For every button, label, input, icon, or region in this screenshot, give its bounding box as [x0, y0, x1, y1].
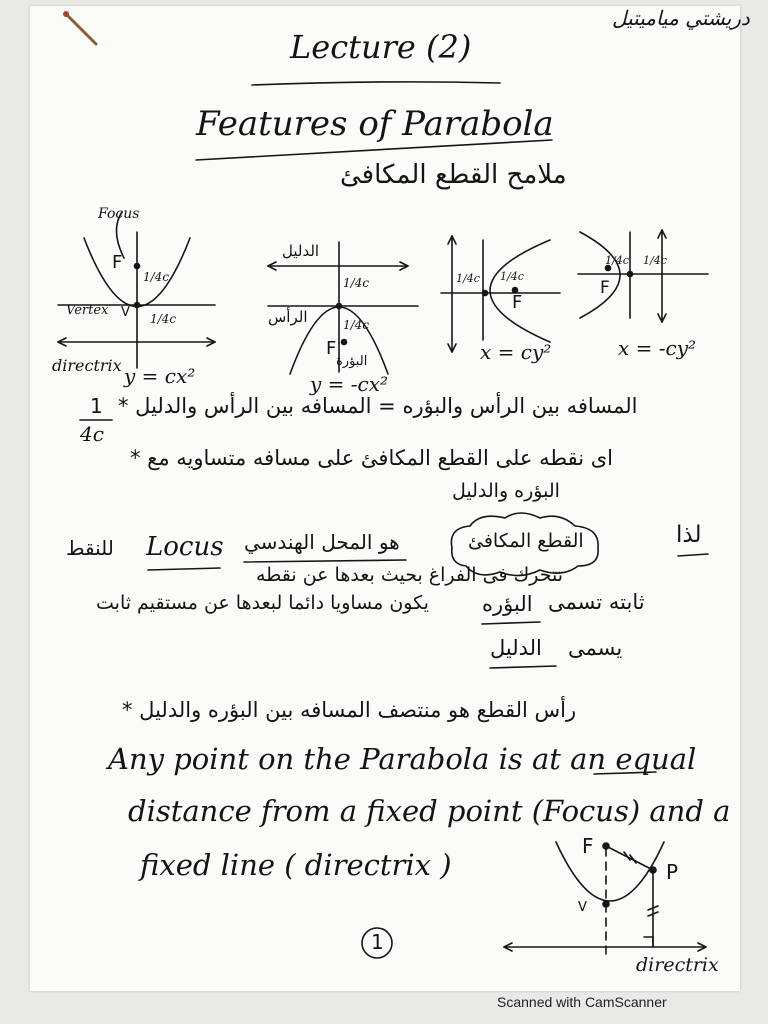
definition-parabola-ar: القطع المكافئ [468, 530, 584, 552]
signature: دريشتي مياميتيل [612, 6, 750, 30]
definition-directrix-ar: الدليل [490, 636, 542, 660]
d2-directrix-ar: الدليل [282, 242, 320, 260]
lidha-underline [678, 554, 708, 556]
diagram-3 [441, 236, 560, 352]
page-number: 1 [371, 930, 384, 954]
d1-dist-bottom: 1/4c [150, 312, 177, 326]
diagram-1 [58, 212, 215, 368]
d1-dist-top: 1/4c [143, 270, 170, 284]
definition-line-3-a: ثابته تسمى [548, 590, 645, 614]
note-2-line-2: البؤره والدليل [452, 480, 560, 502]
d2-f-label: F [326, 338, 337, 359]
d1-f-label: F [112, 252, 123, 273]
bottom-directrix-label: directrix [636, 954, 719, 976]
d4-dist-right: 1/4c [643, 254, 667, 267]
topic-title: Features of Parabola [196, 104, 554, 144]
topic-title-ar: ملامح القطع المكافئ [340, 160, 567, 190]
lecture-title: Lecture (2) [290, 28, 472, 66]
d3-dist-left: 1/4c [456, 272, 480, 285]
d2-equation: y = -cx² [310, 372, 389, 396]
geo-underline [244, 560, 406, 562]
d1-v-label: V [121, 305, 130, 320]
lecture-underline [252, 82, 500, 85]
d2-dist-bottom: 1/4c [343, 318, 370, 332]
d1-directrix-label: directrix [52, 356, 122, 375]
definition-line-2: تتحرك فى الفراغ بحيث بعدها عن نقطه [256, 564, 564, 586]
d1-focus-label: Focus [98, 206, 140, 222]
bottom-p-label: P [666, 860, 679, 884]
definition-line-3-b: يكون مساويا دائما لبعدها عن مستقيم ثابت [96, 592, 429, 614]
pin-head [63, 11, 69, 17]
fraction-denominator: 4c [80, 422, 104, 446]
d3-f-label: F [512, 292, 523, 313]
english-line-1: Any point on the Parabola is at an equal [108, 742, 697, 776]
d1-equation: y = cx² [124, 364, 196, 388]
directrix-underline [490, 666, 556, 668]
scanner-footer: Scanned with CamScanner [497, 994, 667, 1010]
d4-equation: x = -cy² [618, 336, 697, 360]
vertex-note: رأس القطع هو منتصف المسافه بين البؤره والدليل * [122, 698, 577, 722]
definition-is-locus-ar: هو المحل الهندسي [244, 530, 400, 554]
english-line-3: fixed line ( directrix ) [140, 848, 452, 882]
definition-lidha: لذا [676, 522, 702, 548]
definition-locus: Locus [146, 532, 224, 562]
bottom-f-label: F [582, 834, 594, 858]
diagram-4 [578, 230, 708, 322]
d2-vertex-ar: الرأس [268, 308, 308, 326]
d4-dist-left: 1/4c [605, 254, 629, 267]
definition-line-4-a: يسمى [568, 636, 623, 660]
pin-icon [66, 14, 96, 44]
definition-of-points-ar: للنقط [66, 536, 114, 560]
bottom-v-label: V [578, 900, 587, 915]
note-2-line-1: اى نقطه على القطع المكافئ على مسافه متساويه مع * [130, 446, 614, 470]
english-line-2: distance from a fixed point (Focus) and a [128, 794, 731, 828]
d3-equation: x = cy² [480, 340, 552, 364]
d1-vertex-label: Vertex [66, 303, 109, 318]
focus-underline [482, 622, 540, 624]
d4-f-label: F [600, 278, 610, 298]
note-1: المسافه بين الرأس والبؤره = المسافه بين الرأس والدليل * [118, 394, 638, 418]
bottom-diagram [504, 842, 706, 955]
definition-focus-ar: البؤره [482, 592, 533, 616]
d2-dist-top: 1/4c [343, 276, 370, 290]
d3-dist-right: 1/4c [500, 270, 524, 283]
d2-focus-ar: البؤرة [336, 354, 368, 369]
fraction-numerator: 1 [90, 394, 103, 418]
locus-underline [148, 568, 220, 570]
